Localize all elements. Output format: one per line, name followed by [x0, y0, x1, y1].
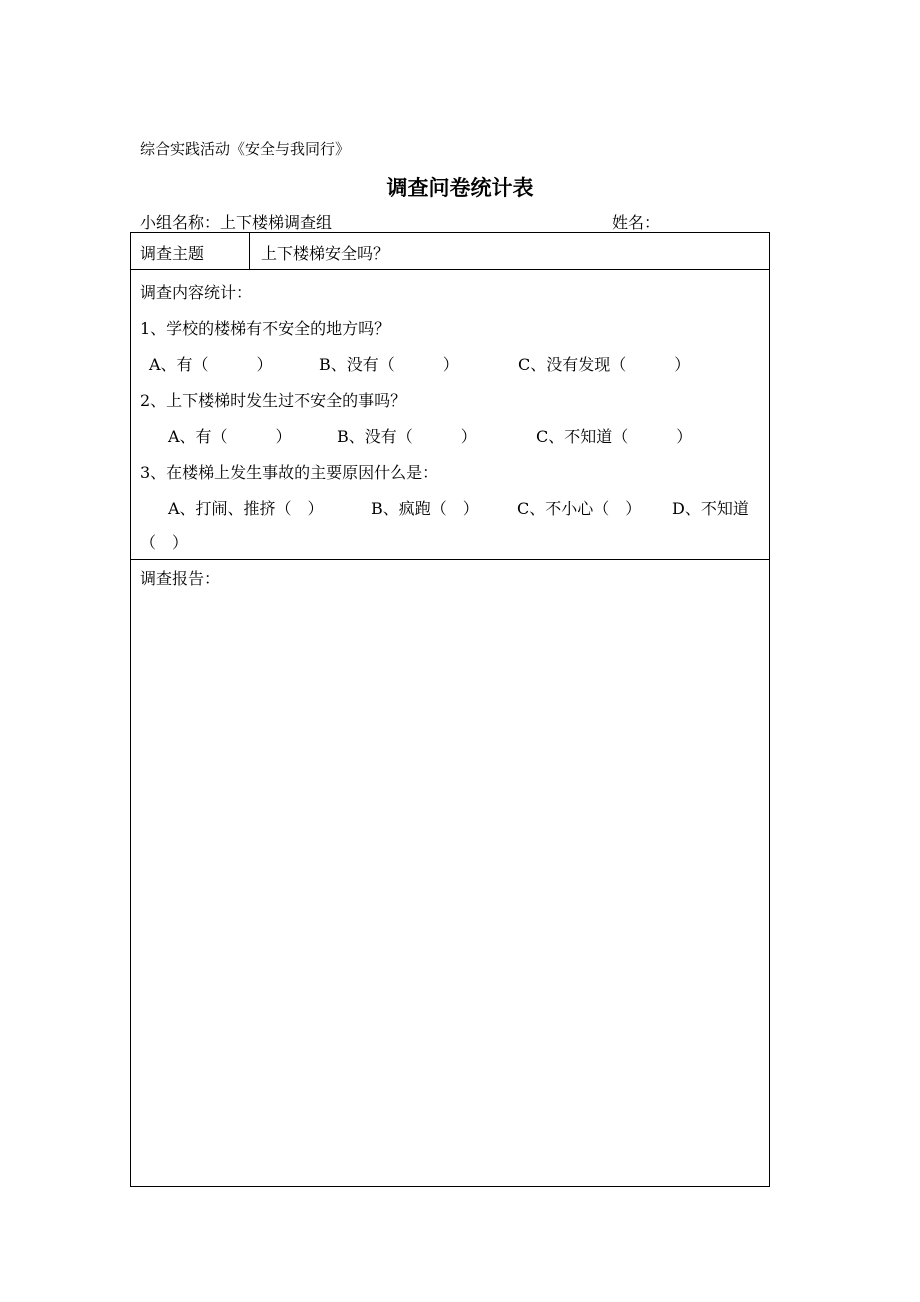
q3-option-d-blank: （ ）: [140, 533, 189, 552]
q1-option-b: B、没有（ ）: [319, 355, 459, 374]
q1-option-c: C、没有发现（ ）: [518, 355, 691, 374]
q2-option-c: C、不知道（ ）: [536, 427, 693, 446]
group-name-label: 小组名称：上下楼梯调查组: [140, 213, 333, 232]
q2-option-b: B、没有（ ）: [337, 427, 477, 446]
q3-option-d: D、不知道: [672, 499, 749, 518]
content-heading: 调查内容统计：: [140, 283, 253, 302]
q3-option-c: C、不小心（ ）: [517, 499, 642, 518]
question-2: 2、上下楼梯时发生过不安全的事吗？: [140, 391, 407, 410]
student-name-label: 姓名：: [612, 213, 661, 232]
page-title: 调查问卷统计表: [386, 176, 534, 200]
topic-value: 上下楼梯安全吗？: [261, 244, 390, 263]
topic-label-cell: [131, 233, 250, 269]
q3-option-a: A、打闹、推挤（ ）: [168, 499, 324, 518]
question-1: 1、学校的楼梯有不安全的地方吗？: [140, 319, 391, 338]
content-stats-cell: [131, 270, 769, 560]
q2-option-a: A、有（ ）: [168, 427, 292, 446]
topic-row: [131, 233, 769, 270]
activity-title: 综合实践活动《安全与我同行》: [140, 140, 351, 158]
report-cell: [131, 560, 769, 1186]
report-label: 调查报告：: [140, 569, 221, 588]
topic-label: 调查主题: [140, 244, 205, 263]
q1-option-a: A、有（ ）: [149, 355, 273, 374]
survey-table: [130, 232, 770, 1187]
question-3: 3、在楼梯上发生事故的主要原因什么是：: [140, 463, 439, 482]
q3-option-b: B、疯跑（ ）: [371, 499, 479, 518]
